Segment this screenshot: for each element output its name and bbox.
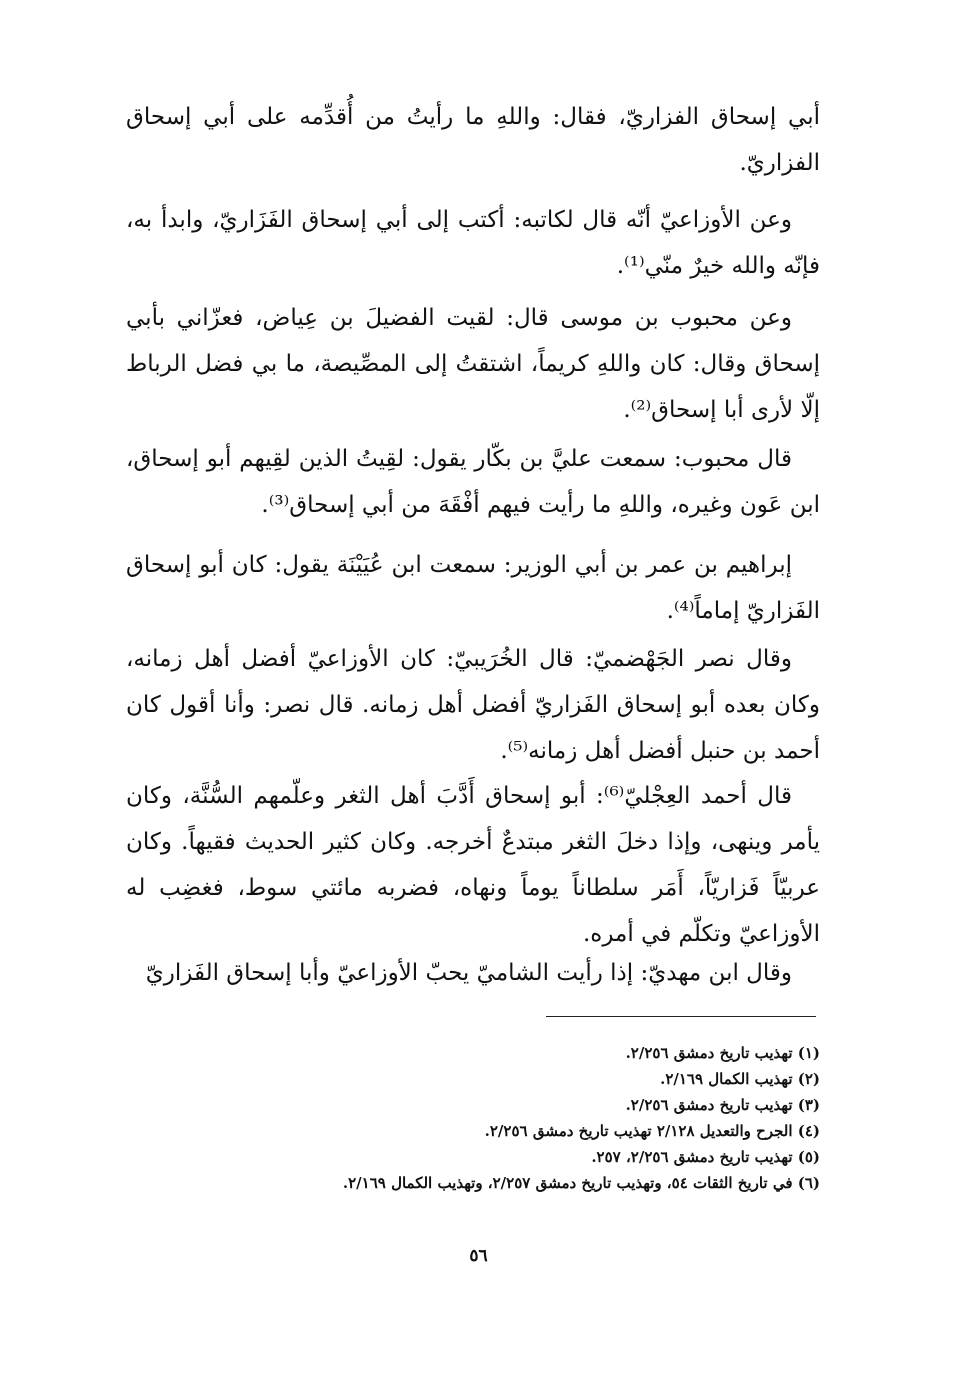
paragraph-6: وقال نصر الجَهْضميّ: قال الخُرَيبيّ: كان الأوزاعيّ أفضل أهل زمانه، وكان بعده أبو إسحاق الفَزاريّ أفضل أهل زمانه. قال نصر: وأنا أقول كان أحمد بن حنبل أفضل أهل زمانه⁽⁵⁾. <box>126 646 820 764</box>
footnote-2: (٢) تهذيب الكمال ٢/١٦٩. <box>660 1070 820 1088</box>
footnotes <box>120 1040 820 1196</box>
paragraph-4: قال محبوب: سمعت عليَّ بن بكّار يقول: لقِيتُ الذين لقِيهم أبو إسحاق، ابن عَون وغيره، واللهِ ما رأيت فيهم أفْقَهَ من أبي إسحاق⁽³⁾. <box>126 446 820 518</box>
footnote-4: (٤) الجرح والتعديل ٢/١٢٨ تهذيب تاريخ دمشق ٢/٢٥٦. <box>484 1122 820 1140</box>
paragraph-2: وعن الأوزاعيّ أنّه قال لكاتبه: أكتب إلى أبي إسحاق الفَزَاريّ، وابدأ به، فإنّه والله خيرٌ منّي⁽¹⁾. <box>126 207 820 279</box>
footnote-6: (٦) في تاريخ الثقات ٥٤، وتهذيب تاريخ دمشق ٢/٢٥٧، وتهذيب الكمال ٢/١٦٩. <box>342 1174 820 1192</box>
footnote-divider <box>546 1016 816 1017</box>
paragraph-1: أبي إسحاق الفزاريّ، فقال: واللهِ ما رأيتُ من أُقدِّمه على أبي إسحاق الفزاريّ. <box>126 104 820 176</box>
paragraph-7: قال أحمد العِجْليّ⁽⁶⁾: أبو إسحاق أَدَّبَ أهل الثغر وعلّمهم السُّنَّة، وكان يأمر وينهى، وإذا دخلَ الثغر مبتدعٌ أخرجه. وكان كثير الحديث فقيهاً. وكان عربيّاً فَزاريّاً، أَمَر سلطاناً يوماً ونهاه، فضربه مائتي سوط، فغضِب له الأوزاعيّ وتكلّم في أمره. <box>126 783 820 947</box>
footnote-1: (١) تهذيب تاريخ دمشق ٢/٢٥٦. <box>625 1044 820 1062</box>
footnote-3: (٣) تهذيب تاريخ دمشق ٢/٢٥٦. <box>625 1096 820 1114</box>
footnote-5: (٥) تهذيب تاريخ دمشق ٢/٢٥٦، ٢٥٧. <box>591 1148 820 1166</box>
paragraph-3: وعن محبوب بن موسى قال: لقيت الفضيلَ بن عِياض، فعزّاني بأبي إسحاق وقال: كان واللهِ كريماً، اشتقتُ إلى المصِّيصة، ما بي فضل الرباط إلّا لأرى أبا إسحاق⁽²⁾. <box>126 305 820 423</box>
paragraph-5: إبراهيم بن عمر بن أبي الوزير: سمعت ابن عُيَيْنَة يقول: كان أبو إسحاق الفَزاريّ إماماً⁽⁴⁾. <box>126 552 820 624</box>
page-number: ٥٦ <box>469 1246 488 1266</box>
paragraph-8: وقال ابن مهديّ: إذا رأيت الشاميّ يحبّ الأوزاعيّ وأبا إسحاق الفَزاريّ <box>145 960 792 986</box>
